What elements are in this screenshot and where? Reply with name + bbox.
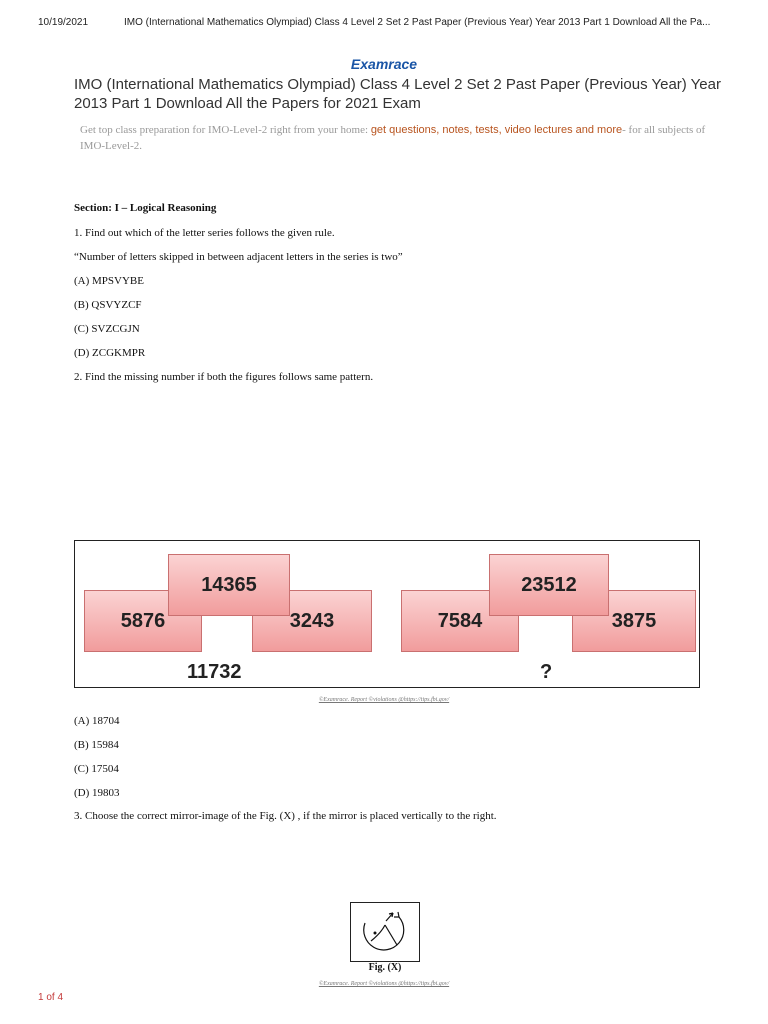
q2-option-b: (B) 15984 bbox=[74, 739, 119, 751]
promo-text bbox=[80, 122, 720, 154]
fig1-left-tile: 5876 bbox=[84, 590, 202, 652]
document-title: IMO (International Mathematics Olympiad) Class 4 Level 2 Set 2 Past Paper (Previous Year) Year 2013 Part 1 Download All the Papers for 2021 Exam bbox=[74, 76, 721, 112]
promo-text-before: Get top class preparation for IMO-Level-2 right from your home: bbox=[80, 124, 371, 136]
q1-question: 1. Find out which of the letter series follows the given rule. bbox=[74, 227, 335, 239]
image-credit-2[interactable]: ©Examrace. Report ©violations @https://tips.fbi.gov/ bbox=[318, 981, 450, 987]
q2-question: 2. Find the missing number if both the figures follows same pattern. bbox=[74, 371, 374, 383]
q2-option-a: (A) 18704 bbox=[74, 715, 120, 727]
q2-option-d: (D) 19803 bbox=[74, 787, 120, 799]
fig1-result: 11732 bbox=[187, 661, 242, 683]
q3-figure-x bbox=[350, 902, 420, 962]
curve-arrow-figure-icon bbox=[351, 903, 418, 960]
fig2-top-tile: 23512 bbox=[489, 554, 609, 616]
q1-option-b: (B) QSVYZCF bbox=[74, 299, 142, 311]
brand-logo[interactable]: Examrace bbox=[350, 56, 418, 72]
fig1-top-tile: 14365 bbox=[168, 554, 290, 616]
q3-figure-label: Fig. (X) bbox=[368, 962, 402, 973]
fig2-right-tile: 3875 bbox=[572, 590, 696, 652]
image-credit-1[interactable]: ©Examrace. Report ©violations @https://tips.fbi.gov/ bbox=[318, 697, 450, 703]
header-date: 10/19/2021 bbox=[38, 17, 89, 28]
q2-option-c: (C) 17504 bbox=[74, 763, 119, 775]
q1-option-a: (A) MPSVYBE bbox=[74, 275, 144, 287]
promo-link[interactable]: get questions, notes, tests, video lectures and more bbox=[370, 124, 623, 136]
page-indicator: 1 of 4 bbox=[38, 992, 64, 1003]
fig1-right-tile: 3243 bbox=[252, 590, 372, 652]
q2-figure bbox=[74, 540, 700, 688]
header-title: IMO (International Mathematics Olympiad) Class 4 Level 2 Set 2 Past Paper (Previous Year) Year 2013 Part 1 Download All the Pa... bbox=[124, 17, 711, 28]
fig2-left-tile: 7584 bbox=[401, 590, 519, 652]
fig2-result: ? bbox=[540, 661, 553, 683]
q3-question: 3. Choose the correct mirror-image of the Fig. (X) , if the mirror is placed vertically to the right. bbox=[74, 810, 497, 822]
q1-option-c: (C) SVZCGJN bbox=[74, 323, 140, 335]
q1-option-d: (D) ZCGKMPR bbox=[74, 347, 146, 359]
promo-text-after: - for all subjects of IMO-Level-2. bbox=[80, 124, 706, 152]
q1-rule: “Number of letters skipped in between adjacent letters in the series is two” bbox=[74, 251, 403, 263]
section-heading: Section: I – Logical Reasoning bbox=[74, 202, 217, 214]
